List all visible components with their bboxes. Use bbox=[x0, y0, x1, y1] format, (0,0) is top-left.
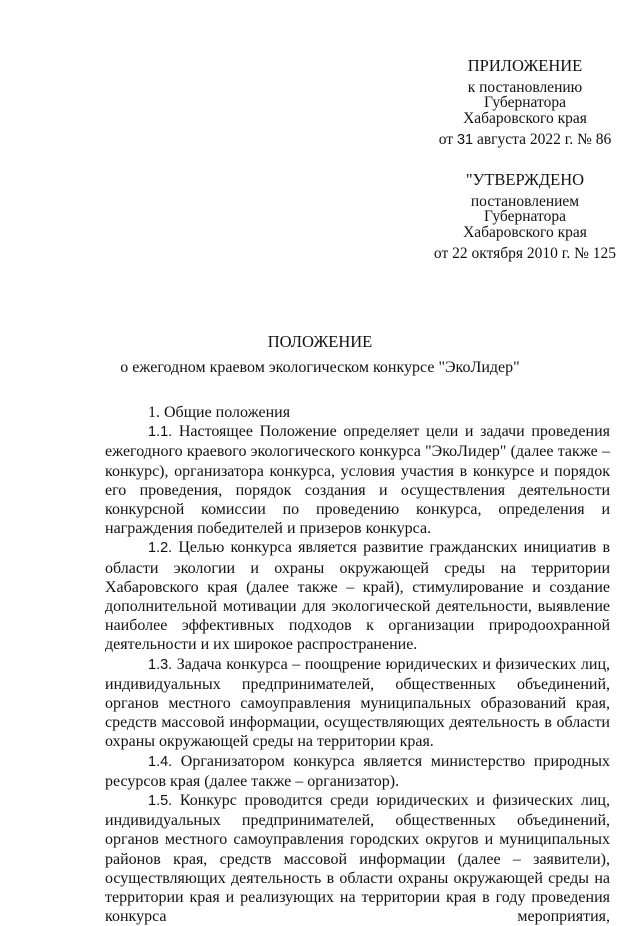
appendix-block bbox=[430, 58, 620, 149]
paragraph-1-1 bbox=[105, 422, 610, 538]
paragraph-text: Задача конкурса – поощрение юридических и физических лиц, индивидуальных предпринимателей, общественных объединений, органов местного самоуправления муниципальных образований края, средств массовой информации, осуществляющих деятельность в области охраны окружающей среды на территории края. bbox=[105, 655, 610, 751]
section-title: 1. Общие положения bbox=[148, 404, 291, 421]
document-title: ПОЛОЖЕНИЕ bbox=[267, 332, 373, 351]
document-subtitle: о ежегодном краевом экологическом конкурсе "ЭкоЛидер" bbox=[120, 359, 520, 376]
appendix-line-3: Хабаровского края bbox=[463, 109, 587, 127]
paragraph-text: Конкурс проводится среди юридических и физических лиц, индивидуальных предпринимателей, общественных объединений, органов местного самоуправления городских округов и муниципальных районов края, средств массовой информации (далее – заявители), осуществляющих деятельность в области охраны окружающей среды на территории края и реализующих на территории края в году проведения конкурса мероприятия, bbox=[105, 792, 610, 926]
approved-block bbox=[420, 172, 630, 262]
paragraph-number: 1.4. bbox=[148, 753, 173, 770]
approved-line-1: постановлением bbox=[470, 192, 580, 210]
approved-title: "УТВЕРЖДЕНО bbox=[465, 170, 585, 189]
approved-line-2: Губернатора bbox=[484, 208, 566, 225]
paragraph-number: 1.3. bbox=[148, 656, 173, 673]
appendix-title: ПРИЛОЖЕНИЕ bbox=[467, 56, 583, 75]
paragraph-1-3 bbox=[105, 655, 610, 752]
approved-date: от 22 октября 2010 г. № 125 bbox=[433, 245, 617, 262]
paragraph-number: 1.2. bbox=[148, 540, 173, 557]
appendix-date-prefix: от bbox=[438, 131, 457, 148]
appendix-date-number: 31 bbox=[456, 132, 474, 148]
document-heading bbox=[0, 332, 640, 378]
paragraph-text: Организатором конкурса является министерство природных ресурсов края (далее также – организатор). bbox=[105, 752, 610, 790]
appendix-line-2: Губернатора bbox=[484, 94, 566, 111]
paragraph-text: Целью конкурса является развитие гражданских инициатив в области экологии и охраны окружающей среды на территории Хабаровского края (далее также – край), стимулирование и создание дополнительной мотивации для экологической деятельности, выявление наиболее эффективных подходов к организации природоохранной деятельности и их широкое распространение. bbox=[105, 539, 610, 654]
paragraph-1-5 bbox=[105, 791, 610, 926]
paragraph-1-2 bbox=[105, 538, 610, 654]
paragraph-number: 1.1. bbox=[148, 424, 173, 441]
paragraph-number: 1.5. bbox=[148, 793, 173, 810]
appendix-date-rest: августа 2022 г. № 86 bbox=[473, 131, 612, 148]
paragraph-1-4 bbox=[105, 752, 610, 791]
appendix-date bbox=[430, 132, 620, 149]
approved-line-3: Хабаровского края bbox=[463, 223, 587, 241]
document-body bbox=[105, 403, 610, 926]
appendix-line-1: к постановлению bbox=[467, 78, 583, 96]
paragraph-text: Настоящее Положение определяет цели и задачи проведения ежегодного краевого экологического конкурса "ЭкоЛидер" (далее также – конкурс), организатора конкурса, условия участия в конкурсе и порядок его проведения, порядок создания и осуществления деятельности конкурсной комиссии по проведению конкурса, определения и награждения победителей и призеров конкурса. bbox=[105, 423, 610, 538]
